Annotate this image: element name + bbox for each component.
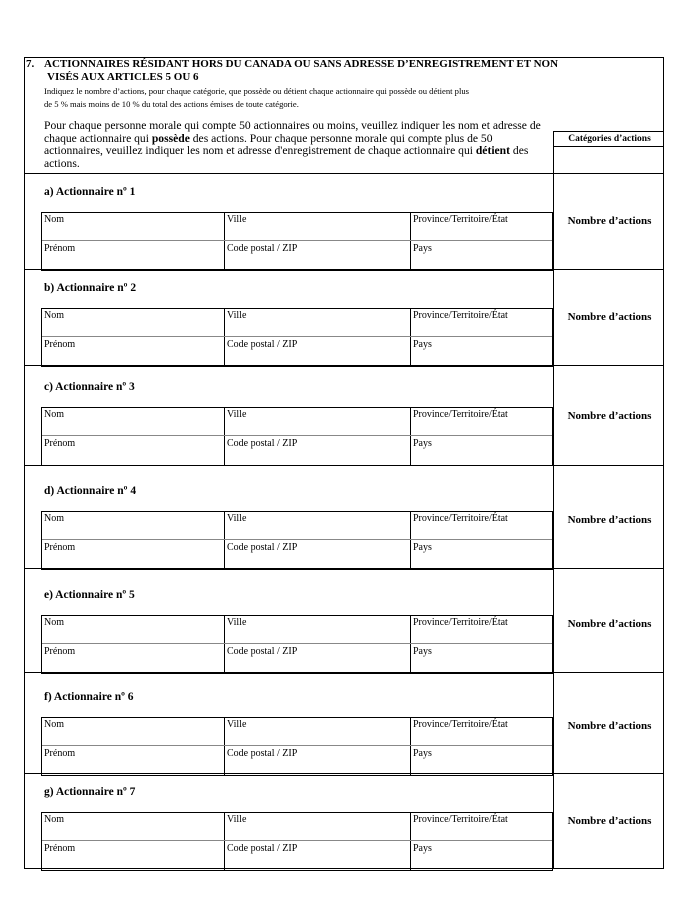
- shareholder-address-box: [41, 212, 553, 271]
- prenom-field[interactable]: Prénom: [44, 748, 76, 759]
- section-title: [44, 58, 558, 84]
- prenom-field[interactable]: Prénom: [44, 542, 76, 553]
- pays-field[interactable]: Pays: [413, 339, 432, 350]
- ville-field[interactable]: Ville: [227, 513, 247, 524]
- nom-field[interactable]: Nom: [44, 310, 64, 321]
- box-row-divider: [42, 840, 552, 841]
- box-row-divider: [42, 643, 552, 644]
- shareholder-label: d) Actionnaire nº 4: [44, 485, 137, 497]
- province-field[interactable]: Province/Territoire/État: [413, 814, 508, 825]
- prenom-field[interactable]: Prénom: [44, 438, 76, 449]
- categories-header: Catégories d’actions: [568, 134, 651, 144]
- box-row-divider: [42, 336, 552, 337]
- nom-field[interactable]: Nom: [44, 719, 64, 730]
- ville-field[interactable]: Ville: [227, 214, 247, 225]
- province-field[interactable]: Province/Territoire/État: [413, 214, 508, 225]
- nombre-actions-field[interactable]: Nombre d’actions: [567, 720, 652, 732]
- block-separator: [24, 365, 664, 366]
- box-row-divider: [42, 745, 552, 746]
- province-field[interactable]: Province/Territoire/État: [413, 310, 508, 321]
- code-postal-field[interactable]: Code postal / ZIP: [227, 646, 298, 657]
- shareholder-label: a) Actionnaire nº 1: [44, 186, 136, 198]
- categories-column-divider: [553, 131, 554, 869]
- code-postal-field[interactable]: Code postal / ZIP: [227, 243, 298, 254]
- code-postal-field[interactable]: Code postal / ZIP: [227, 748, 298, 759]
- nombre-actions-field[interactable]: Nombre d’actions: [567, 311, 652, 323]
- prenom-field[interactable]: Prénom: [44, 646, 76, 657]
- shareholder-address-box: [41, 407, 553, 466]
- pays-field[interactable]: Pays: [413, 542, 432, 553]
- box-divider: [224, 309, 225, 366]
- section-number: 7.: [26, 58, 35, 70]
- box-divider: [410, 309, 411, 366]
- nombre-actions-field[interactable]: Nombre d’actions: [567, 815, 652, 827]
- intro-text-3: des actions.: [44, 144, 529, 170]
- header-divider: [24, 173, 664, 174]
- shareholder-label: f) Actionnaire nº 6: [44, 691, 134, 703]
- block-separator: [24, 465, 664, 466]
- section-note-line1: Indiquez le nombre d’actions, pour chaque catégorie, que possède ou détient chaque actionnaire qui possède ou détient plus: [44, 86, 470, 96]
- ville-field[interactable]: Ville: [227, 719, 247, 730]
- categories-header-bottom: [553, 146, 664, 147]
- shareholder-label: c) Actionnaire nº 3: [44, 381, 135, 393]
- ville-field[interactable]: Ville: [227, 310, 247, 321]
- categories-header-top: [553, 131, 664, 132]
- box-row-divider: [42, 240, 552, 241]
- intro-bold-1: possède: [151, 131, 190, 145]
- pays-field[interactable]: Pays: [413, 243, 432, 254]
- box-divider: [410, 813, 411, 870]
- block-separator: [24, 269, 664, 270]
- box-divider: [410, 616, 411, 673]
- box-divider: [224, 512, 225, 569]
- shareholder-label: g) Actionnaire nº 7: [44, 786, 136, 798]
- shareholder-label: e) Actionnaire nº 5: [44, 589, 135, 601]
- intro-text-2: des actions. Pour chaque personne morale qui compte plus de 50 actionnaires, veuillez indiquer les nom et adresse d'enregistrement de chaque actionnaire qui: [44, 131, 493, 158]
- box-divider: [410, 213, 411, 270]
- box-divider: [224, 718, 225, 775]
- box-divider: [224, 813, 225, 870]
- box-divider: [224, 213, 225, 270]
- section-title-line1: ACTIONNAIRES RÉSIDANT HORS DU CANADA OU SANS ADRESSE D’ENREGISTREMENT ET NON: [44, 58, 559, 70]
- province-field[interactable]: Province/Territoire/État: [413, 719, 508, 730]
- nombre-actions-field[interactable]: Nombre d’actions: [567, 215, 652, 227]
- shareholder-address-box: [41, 812, 553, 871]
- box-divider: [410, 512, 411, 569]
- section-title-line2: VISÉS AUX ARTICLES 5 OU 6: [47, 71, 199, 83]
- province-field[interactable]: Province/Territoire/État: [413, 409, 508, 420]
- pays-field[interactable]: Pays: [413, 646, 432, 657]
- intro-text-1: Pour chaque personne morale qui compte 50 actionnaires ou moins, veuillez indiquer les nom et adresse de chaque actionnaire qui: [44, 119, 541, 145]
- box-divider: [224, 408, 225, 465]
- nombre-actions-field[interactable]: Nombre d’actions: [567, 410, 652, 422]
- shareholder-address-box: [41, 717, 553, 776]
- code-postal-field[interactable]: Code postal / ZIP: [227, 843, 298, 854]
- prenom-field[interactable]: Prénom: [44, 243, 76, 254]
- nom-field[interactable]: Nom: [44, 214, 64, 225]
- province-field[interactable]: Province/Territoire/État: [413, 617, 508, 628]
- nom-field[interactable]: Nom: [44, 617, 64, 628]
- box-divider: [410, 718, 411, 775]
- section-note-line2: de 5 % mais moins de 10 % du total des actions émises de toute catégorie.: [44, 99, 299, 109]
- section-intro: [44, 120, 544, 170]
- nombre-actions-field[interactable]: Nombre d’actions: [567, 618, 652, 630]
- ville-field[interactable]: Ville: [227, 409, 247, 420]
- pays-field[interactable]: Pays: [413, 843, 432, 854]
- block-separator: [24, 773, 664, 774]
- prenom-field[interactable]: Prénom: [44, 843, 76, 854]
- ville-field[interactable]: Ville: [227, 814, 247, 825]
- block-separator: [24, 568, 664, 569]
- box-divider: [410, 408, 411, 465]
- code-postal-field[interactable]: Code postal / ZIP: [227, 339, 298, 350]
- shareholder-address-box: [41, 511, 553, 570]
- ville-field[interactable]: Ville: [227, 617, 247, 628]
- nombre-actions-field[interactable]: Nombre d’actions: [567, 514, 652, 526]
- box-divider: [224, 616, 225, 673]
- nom-field[interactable]: Nom: [44, 814, 64, 825]
- shareholder-address-box: [41, 615, 553, 674]
- box-row-divider: [42, 435, 552, 436]
- province-field[interactable]: Province/Territoire/État: [413, 513, 508, 524]
- block-separator: [24, 672, 664, 673]
- nom-field[interactable]: Nom: [44, 409, 64, 420]
- box-row-divider: [42, 539, 552, 540]
- shareholder-label: b) Actionnaire nº 2: [44, 282, 137, 294]
- code-postal-field[interactable]: Code postal / ZIP: [227, 438, 298, 449]
- prenom-field[interactable]: Prénom: [44, 339, 76, 350]
- code-postal-field[interactable]: Code postal / ZIP: [227, 542, 298, 553]
- pays-field[interactable]: Pays: [413, 748, 432, 759]
- pays-field[interactable]: Pays: [413, 438, 432, 449]
- nom-field[interactable]: Nom: [44, 513, 64, 524]
- intro-bold-2: détient: [475, 144, 510, 158]
- shareholder-address-box: [41, 308, 553, 367]
